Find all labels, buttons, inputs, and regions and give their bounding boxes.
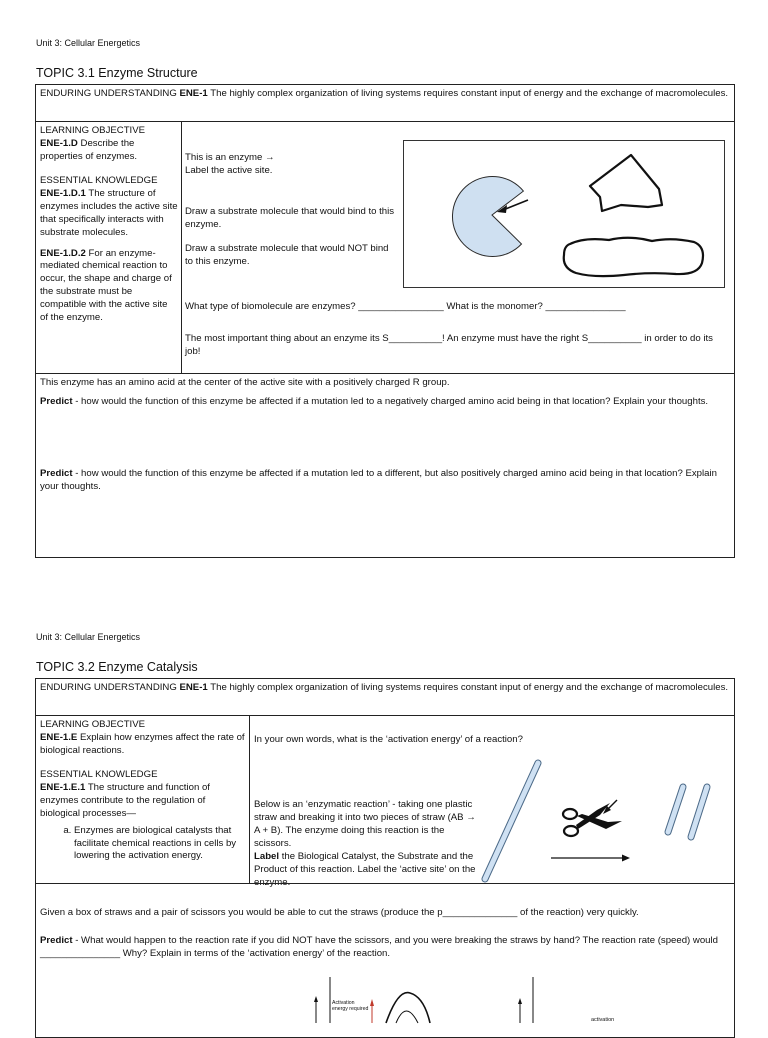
activation-label-2: activation [591,1017,615,1023]
enzymatic-reaction-description: Below is an ‘enzymatic reaction’ - taking one plastic straw and breaking it into two pieces of straw (AB → A + B). The enzyme doing this reaction is the scissors. [254,799,476,849]
blob-substrate-shape [564,238,703,276]
ek1-a-item: a. Enzymes are biological catalysts that facilitate chemical reactions in cells by lowering the activation energy. [74,825,246,864]
ek2-code: ENE-1.D.2 [40,247,86,259]
learning-objective-column-2: LEARNING OBJECTIVE ENE-1.E Explain how enzymes affect the rate of biological reactions. ESSENTIAL KNOWLEDGE ENE-1.E.1 The structure and function of enzymes contribute to the regulation of biological processes— a. Enzymes are biological catalysts that facilitate chemical reactions in cells by lowering the activation energy. [40,719,246,863]
not-bind-prompt: Draw a substrate molecule that would NOT bind to this enzyme. [185,243,389,267]
learning-objective-column [40,125,178,330]
predict-question-1: Predict - how would the function of this enzyme be affected if a mutation led to a negatively charged amino acid being in that location? Explain your thoughts. [40,396,709,407]
unit-header-2: Unit 3: Cellular Energetics [36,632,141,642]
straw-scissors-illustration [476,759,726,885]
amino-acid-intro: This enzyme has an amino acid at the center of the active site with a positively charged R group. [40,377,450,388]
enzyme-prompt: This is an enzyme → Label the active site. [185,152,275,176]
bind-prompt: Draw a substrate molecule that would bind to this enzyme. [185,206,395,230]
heart-substrate-shape [590,155,662,211]
reaction-arrow [551,855,630,862]
topic-title: TOPIC 3.1 Enzyme Structure [36,66,198,80]
lo-code: ENE-1.D [40,137,78,149]
label-instruction: Label the Biological Catalyst, the Substrate and the Product of this reaction. Label the ‘active site’ on the enzyme. [254,851,476,888]
enduring-understanding-2: ENDURING UNDERSTANDING ENE-1 The highly complex organization of living systems requires constant input of energy and the exchange of macromolecules. [40,682,729,693]
lo-text: Describe the properties of enzymes. [40,137,138,162]
enzyme-drawings [404,141,724,287]
activation-energy-label: Activation energy required [332,1000,369,1012]
energy-diagram-partials [306,975,606,1025]
ek1-text: The structure of enzymes includes the active site that specifically interacts with substrate molecules. [40,187,178,238]
given-box-question: Given a box of straws and a pair of scissors you would be able to cut the straws (produce the p______________ of the reaction) very quickly. [40,907,639,918]
predict-rate-question: Predict - What would happen to the reaction rate if you did NOT have the scissors, and you were breaking the straws by hand? The reaction rate (speed) would _______________ Why? Explain in terms of the ‘activation energy’ of the reaction. [40,935,718,959]
predict-question-2: Predict - how would the function of this enzyme be affected if a mutation led to a different, but also positively charged amino acid being in that location? Explain your thoughts. [40,468,717,492]
shape-question: The most important thing about an enzyme its S__________! An enzyme must have the right S__________ in order to do its job! [185,333,713,357]
ek-heading: ESSENTIAL KNOWLEDGE [40,174,158,186]
scissors-icon [563,800,622,836]
activation-energy-question: In your own words, what is the ‘activation energy’ of a reaction? [254,734,523,745]
worksheet-table-3-2 [35,678,735,1038]
ek1-code: ENE-1.D.1 [40,187,86,199]
topic-title-2: TOPIC 3.2 Enzyme Catalysis [36,660,198,674]
lo-heading: LEARNING OBJECTIVE [40,125,146,136]
worksheet-table-3-1 [35,84,735,558]
whole-straw [485,763,538,879]
enzyme-pacman-shape [452,176,523,256]
enduring-understanding: ENDURING UNDERSTANDING ENE-1 The highly complex organization of living systems requires constant input of energy and the exchange of macromolecules. [40,88,729,99]
ek2-text: For an enzyme-mediated chemical reaction to occur, the shape and charge of the substrate must be compatible with the active site of the enzyme. [40,247,172,324]
cut-straw-pieces [668,787,707,837]
drawing-area[interactable] [403,140,725,288]
biomolecule-question: What type of biomolecule are enzymes? ________________ What is the monomer? _______________ [185,301,626,312]
unit-header: Unit 3: Cellular Energetics [36,38,141,48]
